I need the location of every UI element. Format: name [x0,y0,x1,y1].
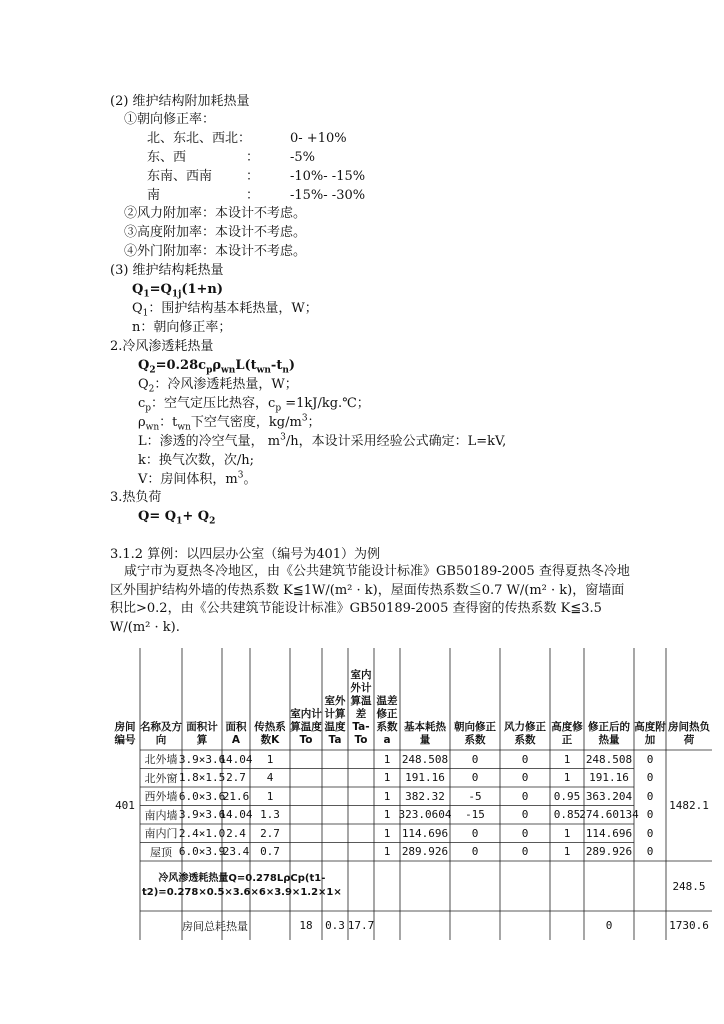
cold-air-value-cell: 248.5 [672,879,706,893]
table-cell: 0 [646,808,654,822]
table-cell: 南内墙 [144,808,178,822]
table-cell: 0 [471,845,479,859]
table-cell: 3.9×3.6 [178,808,226,822]
section-title-envelope-heat: (3) 维护结构耗热量 [110,263,224,278]
section-title-envelope-additional: (2) 维护结构附加耗热量 [110,94,250,109]
table-cell: 0 [471,752,479,766]
table-cell: 0 [646,771,654,785]
orientation-north-value: 0- +10% [290,131,347,146]
heat-load-table [110,648,712,940]
example-paragraph: 咸宁市为夏热冬冷地区，由《公共建筑节能设计标准》GB50189-2005 查得夏热冬冷地区外围护结构外墙的传热系数 K≦1W/(m² · k)，屋面传热系数≦0.7 W/(m² · k)，窗墙面积比>0.2，由《公共建筑节能设计标准》GB50189-2005 查得窗的传热系数 K≦3.5 W/(m² · k). [110,564,630,635]
table-cell: 1.8×1.5 [178,771,226,785]
cp-definition: $c_p$：空气定压比热容，$c_p$ =1kJ/kg.℃； [138,396,370,414]
table-cell: 289.926 [585,845,633,859]
table-cell: 0 [521,845,529,859]
table-cell: 114.696 [585,826,633,840]
table-header-cell: 房间编号 [114,721,136,746]
table-cell: 1 [266,752,274,766]
k-definition: k：换气次数，次/h; [138,453,255,468]
table-cell: 1 [383,808,391,822]
table-cell: 1 [563,752,571,766]
table-cell: 0 [646,789,654,803]
table-cell: 23.4 [222,845,250,859]
q1-definition: $Q_1$：围护结构基本耗热量，W； [132,301,318,319]
section-title-cold-air: 2.冷风渗透耗热量 [110,339,214,354]
table-cell: 0 [521,752,529,766]
door-correction-line: ④外门附加率：本设计不考虑。 [124,244,307,259]
table-header-cell: 风力修正系数 [504,721,546,746]
table-header-cell: 基本耗热量 [404,721,446,746]
table-cell: 14.04 [219,752,253,766]
table-cell: 1 [563,826,571,840]
formula-q2: $Q_2=0.28c_p\rho_{wn}L(t_{wn}-t_n)$ [138,358,296,376]
table-header-cell: 名称及方向 [140,721,182,746]
table-header-cell: 高度附加 [634,721,666,746]
orientation-south-value: -15%- -30% [290,188,366,203]
q2-definition: $Q_2$：冷风渗透耗热量，W； [138,377,298,395]
table-cell: 0 [521,808,529,822]
temp-diff-cell: 17.7 [347,919,375,932]
room-number-cell: 401 [115,799,135,812]
table-cell: 248.508 [585,752,633,766]
table-cell: 1.3 [260,808,280,822]
orientation-east-colon: ： [246,150,260,165]
table-cell: 114.696 [401,826,449,840]
table-cell: 3.9×3.6 [178,752,226,766]
table-cell: 6.0×3.9 [178,845,226,859]
room-sum-cell: 1482.1 [669,799,709,812]
table-cell: 1 [563,771,571,785]
example-heading: 3.1.2 算例：以四层办公室（编号为401）为例 [110,547,381,562]
table-cell: 4 [266,771,274,785]
table-cell: 382.32 [405,789,445,803]
table-cell: 0 [471,826,479,840]
table-cell: 0 [646,826,654,840]
table-cell: 北外墙 [144,753,178,767]
orientation-correction-heading: ①朝向修正率： [124,112,216,127]
table-header-cell: 室内计算温度To [290,708,322,746]
table-header-cell: 室外计算温度Ta [324,695,346,746]
table-cell: 0 [521,826,529,840]
table-header-cell: 传热系数K [254,721,286,746]
total-value-cell: 1730.6 [669,919,709,932]
table-cell: 屋顶 [150,845,172,859]
table-cell: -15 [465,808,485,822]
orientation-southeast-label: 东南、西南 [147,169,213,184]
indoor-temp-cell: 18 [299,919,313,932]
cold-air-formula-cell: 冷风渗透耗热量Q=0.278LρCp(t1-t2)=0.278×0.5×3.6×6×3.9×1.2×1× [142,873,342,898]
table-cell: 21.6 [222,789,250,803]
table-header-cell: 朝向修正系数 [454,721,496,746]
table-cell: 0 [521,789,529,803]
table-cell: 0 [521,771,529,785]
table-header-cell: 高度修正 [551,721,583,746]
orientation-southeast-value: -10%- -15% [290,169,366,184]
l-definition: L：渗透的冷空气量， $m^3/h$，本设计采用经验公式确定：L=kV, [138,432,507,449]
v-definition: V：房间体积，$m^3$。 [138,470,257,487]
section-title-heat-load: 3.热负荷 [110,490,162,505]
n-definition: n：朝向修正率； [132,320,232,335]
formula-q1: $Q_1=Q_{1j}(1+n)$ [132,282,224,300]
table-cell: 6.0×3.6 [178,789,226,803]
table-header-cell: 面积计算 [186,721,218,746]
table-cell: 0 [646,845,654,859]
table-cell: -5 [468,789,482,803]
height-correction-line: ③高度附加率：本设计不考虑。 [124,225,307,240]
table-cell: 0 [471,771,479,785]
orientation-east-value: -5% [290,150,316,165]
table-cell: 274.60134 [579,808,639,822]
table-cell: 323.0604 [398,808,452,822]
table-cell: 14.04 [219,808,253,822]
table-cell: 1 [563,845,571,859]
table-cell: 2.4×1.0 [178,826,226,840]
density-definition: $\rho_{wn}$：$t_{wn}$下空气密度，$kg/m^3$； [138,413,321,433]
orientation-east-label: 东、西 [147,150,187,165]
table-cell: 1 [266,789,274,803]
table-cell: 0.85 [553,808,581,822]
table-cell: 0.7 [260,845,280,859]
table-cell: 2.4 [226,826,246,840]
orientation-south-colon: ： [246,188,260,203]
table-cell: 0.95 [553,789,581,803]
table-cell: 2.7 [226,771,246,785]
table-header-cell: 室内外计算温差Ta-To [350,669,372,746]
table-cell: 191.16 [589,771,629,785]
table-cell: 289.926 [401,845,449,859]
table-cell: 1 [383,826,391,840]
total-label-cell: 房间总耗热量 [182,919,248,933]
table-cell: 西外墙 [144,790,178,804]
table-cell: 1 [383,752,391,766]
table-cell: 363.204 [585,789,633,803]
wind-correction-line: ②风力附加率：本设计不考虑。 [124,206,307,221]
table-header-cell: 温差修正系数a [376,695,398,746]
table-header-cell: 房间热负荷 [668,721,710,746]
orientation-southeast-colon: ： [246,169,260,184]
total-zero-cell: 0 [605,919,613,932]
table-cell: 1 [383,845,391,859]
outdoor-temp-cell: 0.3 [325,919,345,932]
table-cell: 南内门 [144,827,178,841]
formula-q: $Q= Q_1+ Q_2$ [138,509,216,527]
orientation-north-label: 北、东北、西北： [147,131,252,146]
table-cell: 1 [383,789,391,803]
table-cell: 191.16 [405,771,445,785]
table-cell: 北外窗 [144,771,178,785]
table-cell: 1 [383,771,391,785]
table-cell: 0 [646,752,654,766]
table-header-cell: 修正后的热量 [588,721,630,746]
orientation-south-label: 南 [147,188,161,203]
table-header-cell: 面积A [225,721,247,746]
table-cell: 2.7 [260,826,280,840]
table-cell: 248.508 [401,752,449,766]
